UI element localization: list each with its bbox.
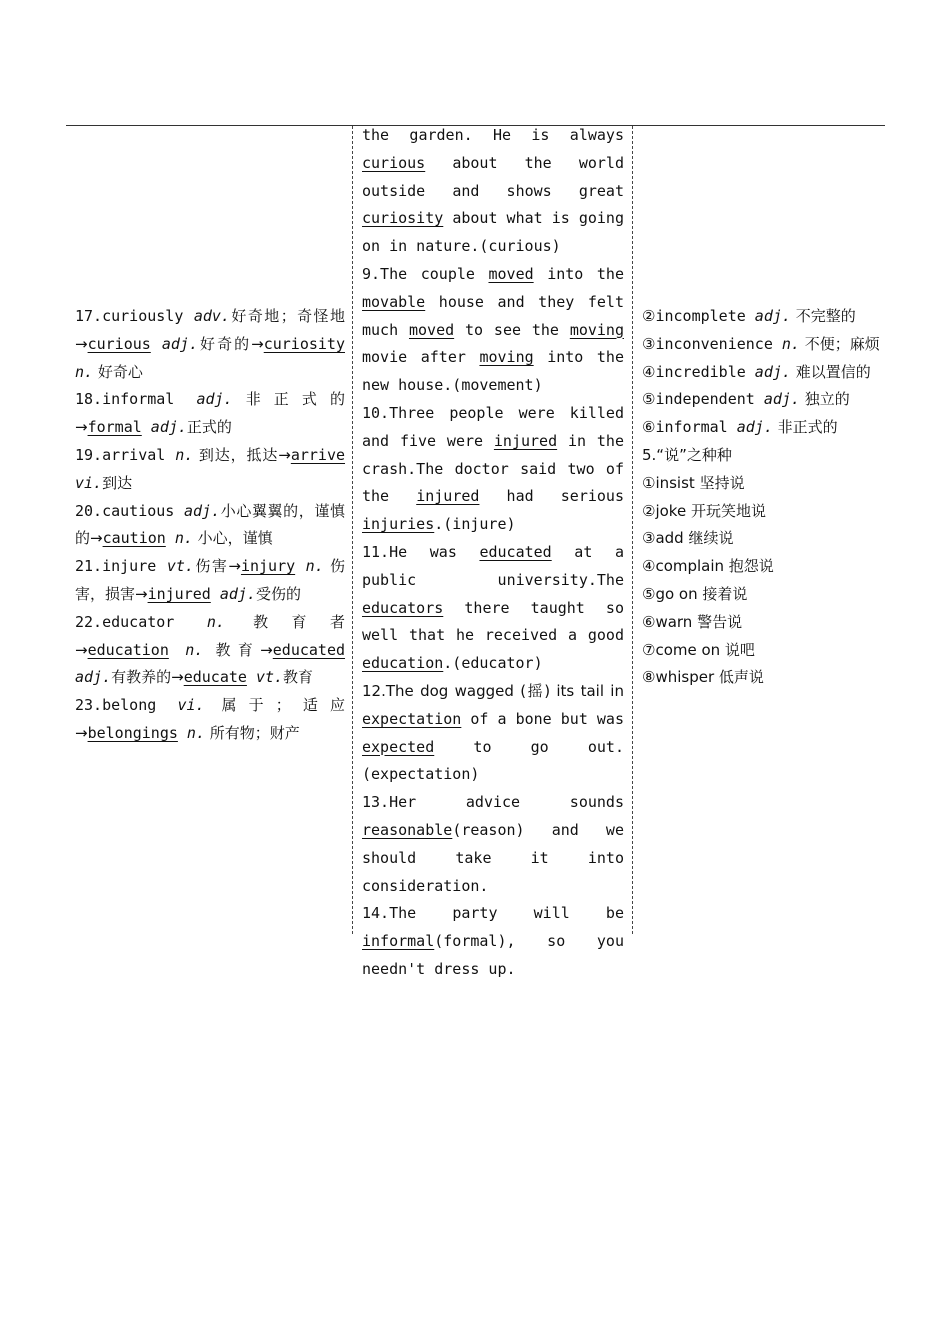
answer-blank: injured (416, 487, 480, 506)
entry-text: 13.Her advice sounds (362, 793, 624, 812)
entry-text: into the (533, 264, 624, 283)
entry-text: 10.Three people were killed and five were (362, 403, 624, 450)
entry-text: .(injure) (434, 515, 516, 534)
entry-text: 20.cautious (75, 501, 184, 520)
entry-text: (reason) and we should take it into consideration. (362, 820, 624, 895)
entry-text: 19.arrival (75, 445, 176, 464)
part-of-speech: adj. (196, 390, 233, 409)
answer-blank: reasonable (362, 820, 453, 839)
entry-text: ③inconvenience (642, 334, 782, 353)
entry-text: 教育→ (203, 640, 273, 659)
part-of-speech: n. (186, 723, 205, 742)
entry-text: ⑦come on 说吧 (642, 640, 755, 659)
entry-text: 11.He was (362, 542, 480, 561)
entry-text (247, 668, 256, 686)
part-of-speech: n. (75, 362, 94, 381)
entry-paragraph (75, 442, 345, 498)
entry-text: 22.educator (75, 612, 207, 631)
entry-text: house and they felt much (362, 292, 624, 339)
entry-text: (formal), so you needn't dress up. (362, 932, 624, 978)
entry-paragraph (642, 303, 880, 331)
entry-text: of a bone but was (461, 709, 624, 728)
entry-text: 所有物；财产 (204, 723, 300, 742)
entry-paragraph (642, 609, 880, 637)
entry-text (166, 529, 175, 547)
entry-text: 14.The party will be (362, 904, 624, 923)
entry-text: ⑥informal (642, 418, 737, 437)
entry-text: 伤害→ (193, 557, 241, 576)
entry-text: ①insist 坚持说 (642, 473, 745, 492)
entry-text: 教育者→ (75, 612, 345, 659)
part-of-speech: adj. (763, 390, 800, 409)
entry-text: ②joke 开玩笑地说 (642, 501, 766, 520)
column-separator-left (352, 126, 353, 934)
answer-blank: moving (569, 320, 624, 339)
entry-paragraph (75, 553, 345, 609)
entry-text: about what is going on in nature.(curious) (362, 209, 624, 256)
entry-text: had serious (479, 487, 624, 506)
part-of-speech: adj. (754, 362, 791, 381)
entry-text: ②incomplete (642, 307, 755, 325)
entry-text: into the new house.(movement) (362, 348, 624, 395)
left-column (75, 303, 345, 748)
answer-blank: injured (147, 584, 211, 603)
entry-text: 到达，抵达→ (193, 445, 291, 464)
entry-text: 12.The dog wagged (摇) its tail in (362, 681, 624, 700)
part-of-speech: vi. (177, 696, 205, 715)
entry-text: there taught so well that he received a good (362, 598, 624, 645)
entry-text: 非正式的 (772, 418, 838, 437)
entry-paragraph (362, 539, 624, 678)
entry-text: 21.injure (75, 557, 167, 576)
entry-text: 9.The couple (362, 264, 489, 283)
part-of-speech: n. (305, 557, 324, 576)
entry-text: 正式的 (186, 418, 232, 437)
answer-blank: caution (102, 529, 166, 548)
answer-blank: informal (362, 932, 435, 951)
answer-blank: injured (493, 431, 558, 450)
entry-paragraph (75, 692, 345, 748)
entry-paragraph (362, 400, 624, 539)
entry-text: ⑧whisper 低声说 (642, 668, 764, 687)
entry-paragraph (642, 553, 880, 581)
entry-text (142, 418, 151, 436)
entry-text: 不便；麻烦 (799, 334, 880, 353)
answer-blank: expected (362, 737, 435, 756)
entry-paragraph (642, 664, 880, 692)
answer-blank: movable (362, 292, 426, 311)
entry-text: ④complain 抱怨说 (642, 557, 774, 576)
entry-text: ④incredible (642, 362, 755, 381)
part-of-speech: vt. (166, 557, 194, 576)
middle-column (362, 122, 624, 984)
entry-paragraph (642, 331, 880, 359)
entry-text (178, 724, 187, 742)
entry-text: ⑥warn 警告说 (642, 612, 743, 631)
entry-paragraph (362, 900, 624, 983)
entry-text: 小心，谨慎 (192, 529, 273, 548)
part-of-speech: adj. (161, 334, 198, 353)
entry-paragraph (362, 261, 624, 400)
entry-text: 受伤的 (255, 584, 301, 603)
part-of-speech: n. (175, 445, 194, 464)
entry-text: 18.informal (75, 390, 197, 409)
entry-paragraph (362, 789, 624, 900)
entry-text: .(educator) (443, 654, 543, 673)
column-separator-right (632, 126, 633, 934)
entry-text: to see the (454, 320, 570, 339)
entry-text: ③add 继续说 (642, 529, 734, 548)
answer-blank: curious (87, 334, 151, 353)
entry-paragraph (642, 442, 880, 470)
entry-text (295, 557, 306, 575)
entry-text: 17.curiously (75, 307, 194, 325)
entry-text: 独立的 (799, 390, 850, 409)
part-of-speech: n. (174, 529, 193, 548)
entry-paragraph (642, 498, 880, 526)
entry-paragraph (642, 414, 880, 442)
part-of-speech: adj. (754, 307, 791, 325)
entry-text: to go out.(expectation) (362, 737, 624, 784)
entry-paragraph (642, 470, 880, 498)
entry-text: 5.“说”之种种 (642, 445, 732, 464)
entry-text: 好奇的→ (198, 334, 264, 353)
entry-paragraph (362, 678, 624, 789)
entry-paragraph (642, 359, 880, 387)
answer-blank: educated (272, 640, 346, 659)
right-column (642, 303, 880, 692)
answer-blank: injury (240, 557, 296, 576)
entry-text (151, 335, 162, 353)
entry-text: 属于；适应→ (75, 696, 345, 742)
entry-text: 伤害，损害→ (75, 557, 345, 603)
answer-blank: belongings (87, 723, 178, 742)
entry-text: ⑤go on 接着说 (642, 584, 748, 603)
entry-paragraph (75, 498, 345, 554)
entry-text: the garden. He is always (362, 126, 624, 144)
entry-paragraph (362, 122, 624, 261)
part-of-speech: n. (185, 640, 204, 659)
entry-paragraph (75, 609, 345, 692)
entry-paragraph (642, 386, 880, 414)
answer-blank: formal (87, 418, 142, 437)
answer-blank: moved (408, 320, 455, 339)
entry-text: 不完整的 (790, 307, 856, 325)
entry-text: 好奇地；奇怪地→ (75, 307, 345, 353)
entry-text: 教育 (283, 668, 314, 687)
answer-blank: curious (362, 153, 426, 172)
entry-text (211, 585, 220, 603)
answer-blank: educate (183, 668, 247, 687)
entry-paragraph (642, 525, 880, 553)
answer-blank: curiosity (362, 209, 444, 228)
part-of-speech: vt. (255, 668, 284, 687)
entry-paragraph (75, 386, 345, 442)
part-of-speech: n. (781, 334, 800, 353)
entry-text: movie after (362, 348, 480, 367)
answer-blank: moving (479, 348, 534, 367)
part-of-speech: adj. (736, 418, 773, 437)
entry-text: 有教养的→ (111, 668, 184, 687)
answer-blank: education (362, 654, 444, 673)
entry-text: 好奇心 (93, 362, 143, 381)
entry-text: ⑤independent (642, 390, 764, 409)
answer-blank: arrive (290, 445, 346, 464)
part-of-speech: adj. (150, 418, 187, 437)
answer-blank: educators (362, 598, 444, 617)
part-of-speech: n. (206, 612, 225, 631)
entry-text: about the world outside and shows great (362, 153, 624, 200)
part-of-speech: vi. (75, 473, 103, 492)
entry-text (169, 641, 185, 659)
entry-text: 非正式的→ (75, 390, 345, 437)
entry-text: in the crash.The doctor said two of the (362, 431, 624, 506)
entry-paragraph (642, 581, 880, 609)
part-of-speech: adj. (219, 584, 256, 603)
answer-blank: education (87, 640, 169, 659)
entry-text: at a public university.The (362, 542, 624, 589)
answer-blank: curiosity (263, 334, 345, 353)
entry-text: 23.belong (75, 696, 178, 715)
part-of-speech: adj. (183, 501, 221, 520)
entry-text: 小心翼翼的，谨慎的→ (75, 501, 345, 548)
part-of-speech: adv. (193, 307, 230, 325)
entry-paragraph (75, 303, 345, 386)
answer-blank: expectation (362, 709, 462, 728)
entry-text: 难以置信的 (790, 362, 871, 381)
answer-blank: injuries (362, 515, 435, 534)
part-of-speech: adj. (75, 668, 112, 687)
entry-text: 到达 (102, 473, 133, 492)
answer-blank: moved (488, 264, 534, 283)
entry-paragraph (642, 637, 880, 665)
answer-blank: educated (479, 542, 552, 561)
